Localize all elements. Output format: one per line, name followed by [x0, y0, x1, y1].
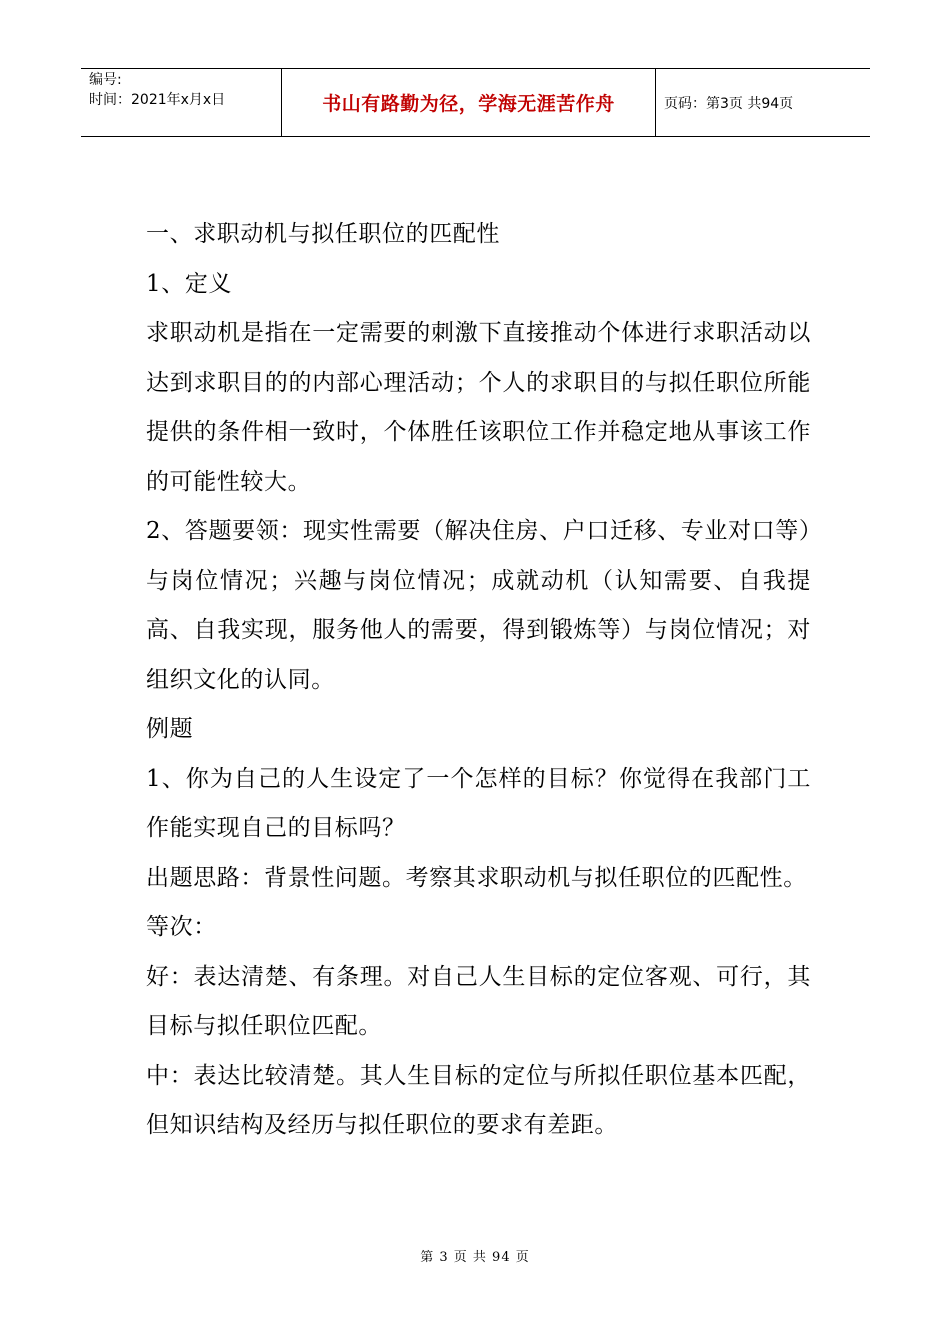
serial-number-label: 编号: — [89, 72, 122, 88]
page-code: 页码：第3页 共94页 — [664, 95, 794, 112]
section-heading: 一、求职动机与拟任职位的匹配性 — [146, 221, 500, 247]
paragraph-grades-label: 等次： — [146, 914, 217, 940]
paragraph-question: 1、你为自己的人生设定了一个怎样的目标？你觉得在我部门工作能实现自己的目标吗？ — [146, 765, 811, 841]
date-label: 时间：2021年x月x日 — [89, 92, 226, 108]
paragraph-answer-points: 2、答题要领：现实性需要（解决住房、户口迁移、专业对口等）与岗位情况；兴趣与岗位情况；成就动机（认知需要、自我提高、自我实现，服务他人的需要，得到锻炼等）与岗位情况；对组织文化的认同。 — [146, 518, 811, 693]
header-page-cell — [656, 69, 870, 136]
subheading-definition: 1、定义 — [146, 270, 233, 297]
paragraph-definition: 求职动机是指在一定需要的刺激下直接推动个体进行求职活动以达到求职目的的内部心理活动；个人的求职目的与拟任职位所能提供的条件相一致时，个体胜任该职位工作并稳定地从事该工作的可能性较大。 — [146, 320, 811, 495]
page-footer: 第 3 页 共 94 页 — [420, 1250, 530, 1265]
paragraph-grade-good: 好：表达清楚、有条理。对自己人生目标的定位客观、可行，其目标与拟任职位匹配。 — [146, 963, 811, 1039]
document-body — [146, 210, 811, 1151]
header-info-cell — [81, 69, 281, 136]
paragraph-grade-medium: 中：表达比较清楚。其人生目标的定位与所拟任职位基本匹配，但知识结构及经历与拟任职位的要求有差距。 — [146, 1062, 811, 1138]
page-header — [81, 68, 870, 137]
motto-text: 书山有路勤为径，学海无涯苦作舟 — [322, 93, 615, 115]
subheading-example: 例题 — [146, 716, 194, 742]
paragraph-rationale: 出题思路：背景性问题。考察其求职动机与拟任职位的匹配性。 — [146, 864, 807, 891]
header-motto-cell — [281, 69, 656, 136]
